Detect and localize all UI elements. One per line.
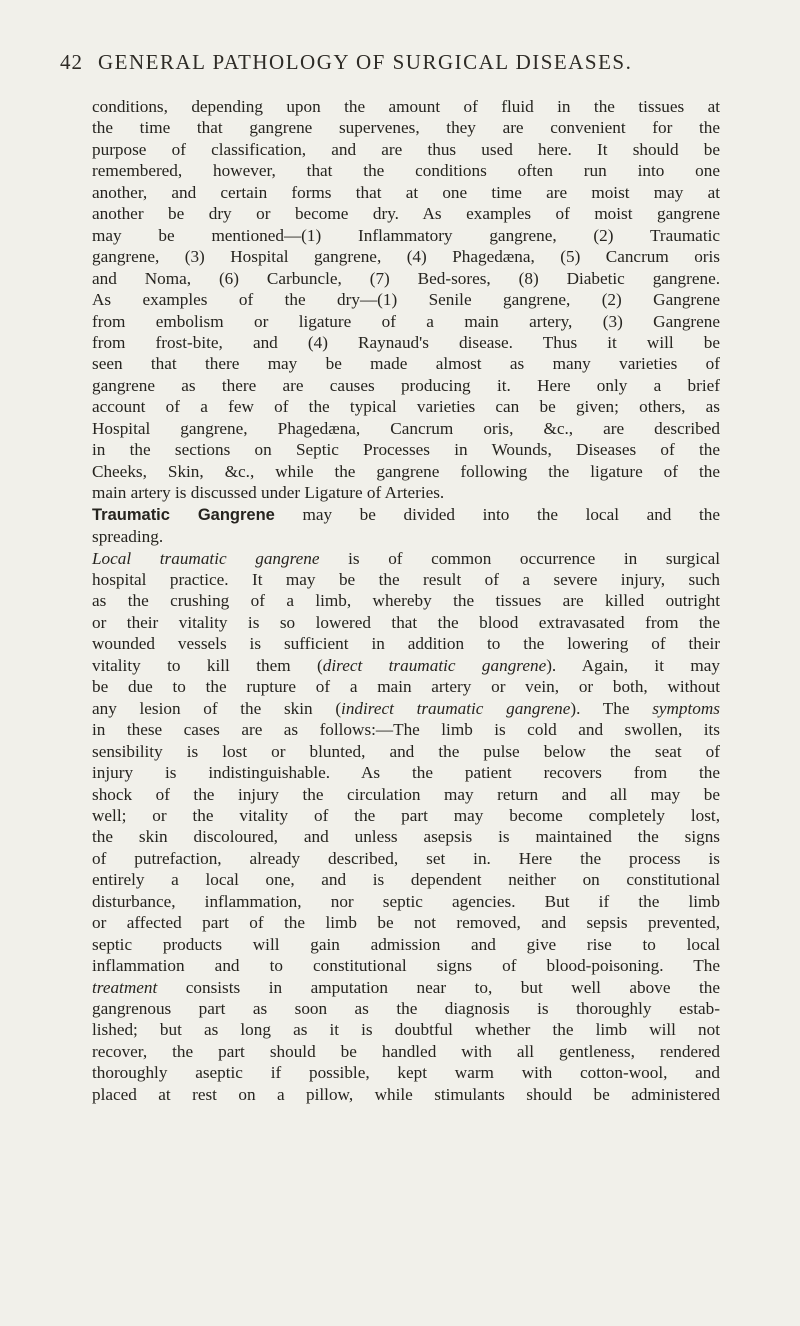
- text-run: may be divided into the local and the: [274, 504, 720, 524]
- text-line: Cheeks, Skin, &c., while the gangrene following the ligature of the: [92, 461, 720, 481]
- text-line: as the crushing of a limb, whereby the tissues are killed outright: [92, 591, 720, 611]
- text-line: entirely a local one, and is dependent neither on constitutional: [92, 870, 720, 890]
- indirect-gangrene-line: [92, 698, 720, 719]
- page-number: 42: [60, 50, 83, 74]
- direct-gangrene-line: [92, 655, 720, 676]
- text-line: spreading.: [92, 527, 164, 547]
- text-line: account of a few of the typical varieties can be given; others, as: [92, 397, 720, 417]
- text-line: of putrefaction, already described, set in. Here the process is: [92, 848, 720, 868]
- local-gangrene-line: [92, 548, 720, 569]
- italic-term-treatment: treatment: [92, 977, 158, 997]
- text-line: remembered, however, that the conditions often run into one: [92, 161, 720, 181]
- text-line: or affected part of the limb be not removed, and sepsis prevented,: [92, 913, 720, 933]
- text-line: or their vitality is so lowered that the blood extravasated from the: [92, 612, 720, 632]
- body-text: [92, 96, 720, 1105]
- text-line: As examples of the dry—(1) Senile gangrene, (2) Gangrene: [92, 290, 720, 310]
- text-line: Hospital gangrene, Phagedæna, Cancrum oris, &c., are described: [92, 418, 720, 438]
- text-line: from frost-bite, and (4) Raynaud's disease. Thus it will be: [92, 332, 720, 352]
- text-line: inflammation and to constitutional signs of blood-poisoning. The: [92, 956, 720, 976]
- text-run: vitality to kill them (: [92, 655, 323, 675]
- text-line: gangrene, (3) Hospital gangrene, (4) Phagedæna, (5) Cancrum oris: [92, 247, 720, 267]
- text-run: any lesion of the skin (: [92, 698, 342, 718]
- italic-term-indirect: indirect traumatic gangrene: [341, 698, 571, 718]
- text-line: and Noma, (6) Carbuncle, (7) Bed-sores, (8) Diabetic gangrene.: [92, 268, 720, 288]
- italic-term-local: Local traumatic gangrene: [92, 548, 320, 568]
- text-line: the skin discoloured, and unless asepsis is maintained the signs: [92, 827, 720, 847]
- text-line: conditions, depending upon the amount of fluid in the tissues at: [92, 97, 720, 116]
- text-line: injury is indistinguishable. As the patient recovers from the: [92, 763, 720, 783]
- treatment-line: [92, 977, 720, 998]
- section-heading-traumatic-gangrene: Traumatic Gangrene: [92, 505, 275, 524]
- running-head: [60, 50, 740, 75]
- text-run: consists in amputation near to, but well above the: [157, 977, 720, 997]
- italic-term-symptoms: symptoms: [652, 698, 720, 718]
- text-line: shock of the injury the circulation may return and all may be: [92, 784, 720, 804]
- text-line: sensibility is lost or blunted, and the pulse below the seat of: [92, 741, 720, 761]
- text-line: in these cases are as follows:—The limb is cold and swollen, its: [92, 720, 720, 740]
- text-line: in the sections on Septic Processes in Wounds, Diseases of the: [92, 440, 720, 460]
- text-line: placed at rest on a pillow, while stimulants should be administered: [92, 1084, 720, 1104]
- text-line: gangrene as there are causes producing it. Here only a brief: [92, 375, 720, 395]
- text-line: the time that gangrene supervenes, they are convenient for the: [92, 118, 720, 138]
- text-line: gangrenous part as soon as the diagnosis is thoroughly estab-: [92, 999, 720, 1019]
- text-line: lished; but as long as it is doubtful whether the limb will not: [92, 1020, 720, 1040]
- text-line: from embolism or ligature of a main artery, (3) Gangrene: [92, 311, 720, 331]
- text-line: another, and certain forms that at one time are moist may at: [92, 182, 720, 202]
- text-line: be due to the rupture of a main artery or vein, or both, without: [92, 677, 720, 697]
- text-run: ). Again, it may: [546, 655, 720, 675]
- text-line: hospital practice. It may be the result of a severe injury, such: [92, 569, 720, 589]
- text-line: may be mentioned—(1) Inflammatory gangrene, (2) Traumatic: [92, 225, 720, 245]
- text-line: wounded vessels is sufficient in addition to the lowering of their: [92, 634, 720, 654]
- text-line: recover, the part should be handled with all gentleness, rendered: [92, 1041, 720, 1061]
- text-line: septic products will gain admission and give rise to local: [92, 934, 720, 954]
- running-head-title: GENERAL PATHOLOGY OF SURGICAL DISEASES.: [98, 50, 633, 74]
- text-run: ). The: [570, 698, 653, 718]
- text-line: well; or the vitality of the part may become completely lost,: [92, 805, 720, 825]
- traumatic-gangrene-line: [92, 504, 720, 526]
- text-line: disturbance, inflammation, nor septic agencies. But if the limb: [92, 891, 720, 911]
- text-line: main artery is discussed under Ligature of Arteries.: [92, 483, 445, 503]
- text-line: another be dry or become dry. As examples of moist gangrene: [92, 204, 720, 224]
- text-line: seen that there may be made almost as many varieties of: [92, 354, 720, 374]
- text-line: purpose of classification, and are thus used here. It should be: [92, 139, 720, 159]
- italic-term-direct: direct traumatic gangrene: [322, 655, 547, 675]
- text-run: is of common occurrence in surgical: [319, 548, 720, 568]
- text-line: thoroughly aseptic if possible, kept warm with cotton-wool, and: [92, 1063, 720, 1083]
